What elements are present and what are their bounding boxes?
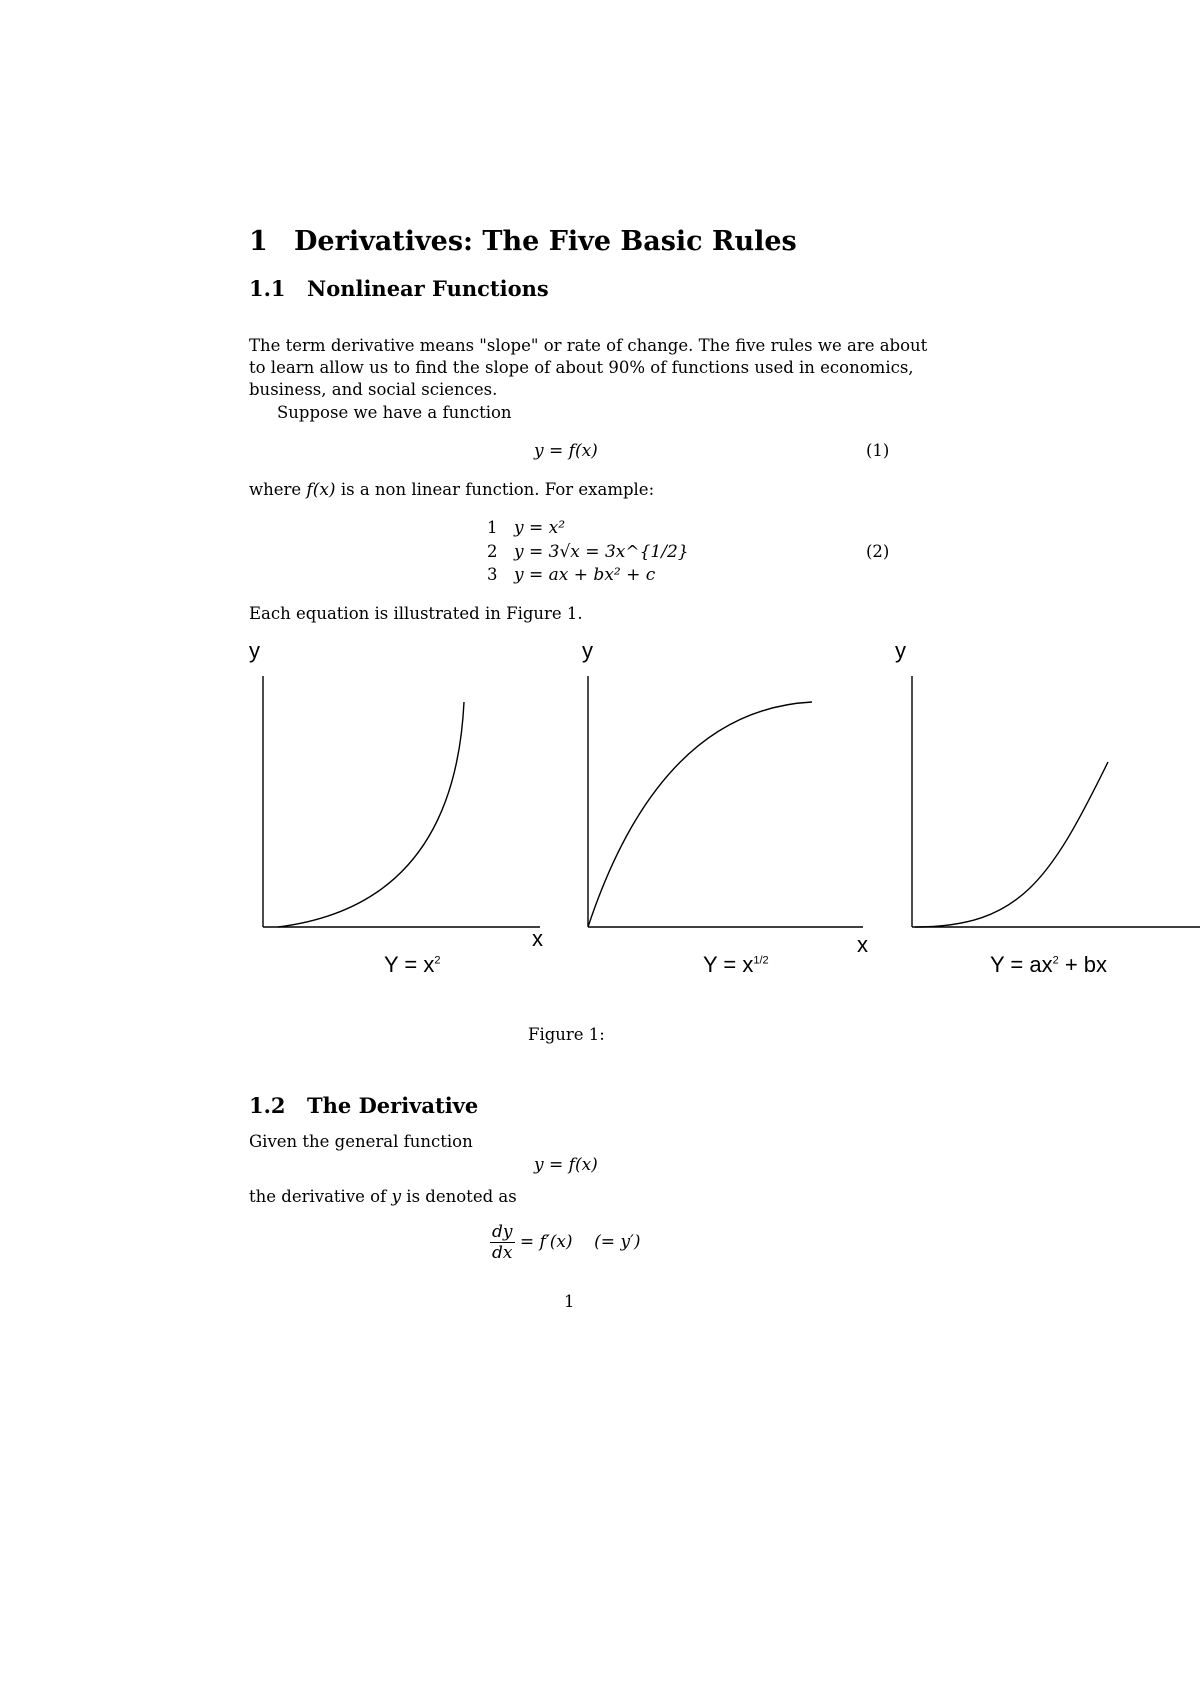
illustrated-line: Each equation is illustrated in Figure 1. (249, 604, 583, 623)
panel-3-caption-sup: 2 (1052, 954, 1059, 967)
example-number: 3 (487, 565, 498, 584)
page-number: 1 (564, 1292, 575, 1311)
where-fx: f(x) (306, 480, 336, 500)
subsection-number: 1.2 (249, 1093, 286, 1118)
equation-1: y = f(x) (534, 441, 598, 461)
example-number: 1 (487, 518, 498, 537)
panel-2-curve (588, 702, 812, 927)
section-number: 1 (249, 226, 268, 257)
panel-3-caption-rest: + bx (1058, 952, 1108, 977)
panel-1-caption (384, 952, 440, 978)
panel-1-x-label: x (532, 926, 543, 951)
fraction-denominator: dx (492, 1243, 513, 1263)
panel-2-caption (703, 952, 769, 978)
paragraph-line: Suppose we have a function (277, 403, 512, 422)
example-expr: y = 3√x = 3x^{1/2} (514, 542, 689, 562)
panel-1-curve (278, 702, 464, 927)
denoted-line (249, 1187, 517, 1207)
panel-2-caption-sup: 1/2 (753, 954, 769, 967)
general-function-equation: y = f(x) (534, 1155, 598, 1175)
denoted-suffix: is denoted as (401, 1187, 517, 1206)
where-prefix: where (249, 480, 307, 499)
panel-3-y-label: y (895, 638, 906, 663)
equation-2-label: (2) (866, 542, 890, 561)
where-line (249, 480, 654, 500)
paragraph-line: business, and social sciences. (249, 380, 498, 399)
panel-1-caption-sup: 2 (434, 954, 441, 967)
section-title: Derivatives: The Five Basic Rules (294, 226, 797, 257)
paragraph-line: to learn allow us to find the slope of about 90% of functions used in economics, (249, 358, 914, 377)
denoted-var: y (391, 1187, 402, 1207)
panel-1-y-label: y (249, 638, 260, 663)
paragraph-line: The term derivative means "slope" or rate of change. The five rules we are about (249, 336, 928, 355)
example-expr: y = x² (514, 518, 566, 538)
given-line: Given the general function (249, 1132, 473, 1151)
panel-2-y-label: y (582, 638, 593, 663)
equation-1-label: (1) (866, 441, 890, 460)
where-suffix: is a non linear function. For example: (335, 480, 655, 499)
figure-caption: Figure 1: (528, 1025, 605, 1044)
panel-3-caption (990, 952, 1107, 978)
fraction-numerator: dy (492, 1222, 513, 1242)
panel-3-curve (915, 762, 1108, 927)
figure-1 (0, 630, 1200, 990)
panel-1-caption-base: Y = x (384, 952, 435, 977)
derivative-rest: = f′(x) (= y′) (519, 1232, 641, 1252)
denoted-prefix: the derivative of (249, 1187, 392, 1206)
derivative-fraction (490, 1222, 515, 1263)
derivative-equation (490, 1222, 641, 1263)
subsection-title: The Derivative (307, 1093, 479, 1118)
subsection-number: 1.1 (249, 276, 286, 301)
example-number: 2 (487, 542, 498, 561)
example-expr: y = ax + bx² + c (514, 565, 656, 585)
panel-2-x-label: x (857, 932, 868, 957)
subsection-title: Nonlinear Functions (307, 276, 549, 301)
panel-2-caption-base: Y = x (703, 952, 754, 977)
panel-3-caption-base: Y = ax (990, 952, 1053, 977)
